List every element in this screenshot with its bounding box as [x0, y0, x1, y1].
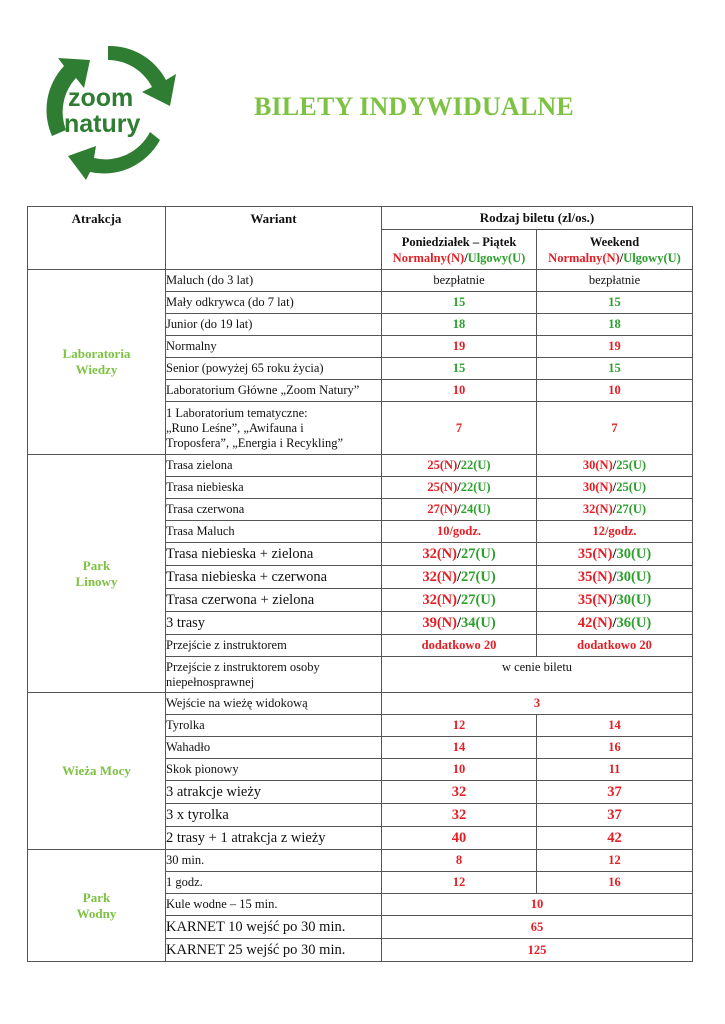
price-normal: 35(N) — [577, 591, 613, 608]
price-normal: 25(N) — [427, 480, 458, 494]
slash: / — [612, 545, 617, 562]
price-weekday: 18 — [382, 314, 537, 336]
price-weekend — [537, 455, 693, 477]
slash: / — [464, 250, 468, 265]
price-weekend — [537, 477, 693, 499]
variant: Maluch (do 3 lat) — [166, 270, 382, 292]
slash: / — [456, 591, 462, 608]
price-normal: 30(N) — [582, 458, 613, 472]
price-weekday — [382, 566, 537, 589]
attraction-name: Linowy — [75, 573, 118, 589]
price-reduced: 36(U) — [616, 614, 652, 631]
price-weekend — [537, 566, 693, 589]
weekend-label: Weekend — [589, 234, 640, 249]
variant: 3 atrakcje wieży — [166, 781, 382, 804]
price-both: 3 — [382, 693, 693, 715]
price-normal: 39(N) — [422, 614, 457, 631]
price-both: 10 — [382, 894, 693, 916]
price-reduced: 24(U) — [460, 502, 491, 516]
price-weekday: 15 — [382, 292, 537, 314]
attraction-wieza-mocy: Wieża Mocy — [28, 693, 166, 850]
price-weekday — [382, 477, 537, 499]
price-reduced: 25(U) — [616, 458, 647, 472]
slash: / — [456, 614, 462, 631]
variant: Trasa czerwona — [166, 499, 382, 521]
price-weekday: 10 — [382, 380, 537, 402]
price-weekday — [382, 612, 537, 635]
zoom-natury-logo — [38, 40, 178, 180]
price-weekday: 10/godz. — [382, 521, 537, 543]
attraction-name: Laboratoria — [62, 346, 131, 361]
price-normal: 32(N) — [422, 591, 457, 608]
price-weekend: 15 — [537, 358, 693, 380]
page-title: BILETY INDYWIDUALNE — [254, 92, 574, 121]
variant: 3 x tyrolka — [166, 804, 382, 827]
variant: KARNET 25 wejść po 30 min. — [166, 939, 382, 962]
price-weekend — [537, 589, 693, 612]
price-both: 65 — [382, 916, 693, 939]
variant: Kule wodne – 15 min. — [166, 894, 382, 916]
variant-line: 1 Laboratorium tematyczne: — [166, 405, 308, 420]
variant: Mały odkrywca (do 7 lat) — [166, 292, 382, 314]
price-normal: 35(N) — [577, 568, 613, 585]
slash: / — [619, 250, 624, 265]
variant: Junior (do 19 lat) — [166, 314, 382, 336]
weekday-label: Poniedziałek – Piątek — [401, 234, 517, 249]
price-normal: 32(N) — [582, 502, 613, 516]
price-normal: 25(N) — [427, 458, 458, 472]
header-weekday — [382, 230, 537, 270]
variant: Trasa niebieska — [166, 477, 382, 499]
price-weekday: 40 — [382, 827, 537, 850]
price-reduced: 27(U) — [461, 545, 496, 562]
price-weekend: 12 — [537, 850, 693, 872]
variant: Trasa niebieska + czerwona — [166, 566, 382, 589]
price-weekday — [382, 543, 537, 566]
price-weekend — [537, 612, 693, 635]
slash: / — [456, 545, 462, 562]
price-both: 125 — [382, 939, 693, 962]
variant-line: „Runo Leśne”, „Awifauna i — [166, 420, 304, 435]
variant: Trasa czerwona + zielona — [166, 589, 382, 612]
attraction-park-wodny — [28, 850, 166, 962]
attraction-name: Wiedzy — [75, 362, 118, 377]
slash: / — [612, 458, 617, 472]
attraction-name: Wodny — [76, 905, 117, 921]
price-weekend: bezpłatnie — [537, 270, 693, 292]
attraction-name: Park — [82, 557, 111, 573]
price-weekend: 19 — [537, 336, 693, 358]
price-weekday — [382, 455, 537, 477]
attraction-park-linowy — [28, 455, 166, 693]
price-reduced: 30(U) — [616, 568, 652, 585]
price-reduced: 34(U) — [461, 614, 496, 631]
variant: Senior (powyżej 65 roku życia) — [166, 358, 382, 380]
price-weekday: 32 — [382, 804, 537, 827]
slash: / — [457, 458, 461, 472]
price-reduced: 27(U) — [461, 568, 496, 585]
price-weekend — [537, 543, 693, 566]
price-weekday: 15 — [382, 358, 537, 380]
header-attraction: Atrakcja — [28, 207, 166, 270]
price-weekend: 15 — [537, 292, 693, 314]
header-ticket-type: Rodzaj biletu (zl/os.) — [382, 207, 693, 230]
price-reduced: 25(U) — [616, 480, 647, 494]
variant: Tyrolka — [166, 715, 382, 737]
variant: Skok pionowy — [166, 759, 382, 781]
price-weekend: 37 — [537, 804, 693, 827]
price-both: w cenie biletu — [382, 657, 693, 693]
price-weekday: 12 — [382, 715, 537, 737]
price-normal: 42(N) — [577, 614, 613, 631]
normal-label: Normalny(N) — [392, 250, 465, 265]
price-weekday: 32 — [382, 781, 537, 804]
header-weekend — [537, 230, 693, 270]
price-reduced: 27(U) — [616, 502, 647, 516]
price-weekday: 14 — [382, 737, 537, 759]
slash: / — [457, 502, 461, 516]
price-weekend: 37 — [537, 781, 693, 804]
variant: 1 godz. — [166, 872, 382, 894]
variant: Laboratorium Główne „Zoom Natury” — [166, 380, 382, 402]
slash: / — [612, 502, 617, 516]
price-weekend: 16 — [537, 737, 693, 759]
price-weekend: 11 — [537, 759, 693, 781]
price-weekday: 10 — [382, 759, 537, 781]
price-weekend: 12/godz. — [537, 521, 693, 543]
price-weekday — [382, 589, 537, 612]
price-weekday: 8 — [382, 850, 537, 872]
variant — [166, 657, 382, 693]
logo-text-line2: natury — [64, 110, 141, 138]
variant-line: Przejście z instruktorem osoby — [166, 659, 320, 674]
ticket-price-table — [27, 206, 693, 962]
logo-text-line1: zoom — [68, 84, 134, 112]
attraction-laboratoria-wiedzy — [28, 270, 166, 455]
slash: / — [456, 568, 462, 585]
price-normal: 35(N) — [577, 545, 613, 562]
header-variant: Wariant — [166, 207, 382, 270]
normal-label: Normalny(N) — [548, 250, 620, 265]
price-normal: 30(N) — [582, 480, 613, 494]
price-weekday: 7 — [382, 402, 537, 455]
price-weekend: 16 — [537, 872, 693, 894]
price-reduced: 27(U) — [461, 591, 496, 608]
variant: Wahadło — [166, 737, 382, 759]
recycle-arrows-icon — [38, 40, 178, 180]
price-weekend: 42 — [537, 827, 693, 850]
reduced-label: Ulgowy(U) — [467, 250, 526, 265]
price-normal: 32(N) — [422, 568, 457, 585]
variant: 3 trasy — [166, 612, 382, 635]
price-weekend: 18 — [537, 314, 693, 336]
variant: Wejście na wieżę widokową — [166, 693, 382, 715]
slash: / — [612, 591, 617, 608]
price-reduced: 22(U) — [460, 480, 491, 494]
attraction-name: Park — [82, 889, 111, 905]
price-weekend: 14 — [537, 715, 693, 737]
price-weekday: 19 — [382, 336, 537, 358]
variant: Trasa Maluch — [166, 521, 382, 543]
variant: Normalny — [166, 336, 382, 358]
variant: Trasa niebieska + zielona — [166, 543, 382, 566]
price-weekday: 12 — [382, 872, 537, 894]
variant: 30 min. — [166, 850, 382, 872]
price-weekend: 7 — [537, 402, 693, 455]
variant: KARNET 10 wejść po 30 min. — [166, 916, 382, 939]
slash: / — [612, 614, 617, 631]
price-normal: 32(N) — [422, 545, 457, 562]
price-weekday: dodatkowo 20 — [382, 635, 537, 657]
variant-line: niepełnosprawnej — [166, 674, 255, 689]
variant — [166, 402, 382, 455]
price-weekend — [537, 499, 693, 521]
slash: / — [457, 480, 461, 494]
price-reduced: 30(U) — [616, 545, 652, 562]
price-weekend: 10 — [537, 380, 693, 402]
variant: Przejście z instruktorem — [166, 635, 382, 657]
price-normal: 27(N) — [427, 502, 458, 516]
slash: / — [612, 480, 617, 494]
variant-line: Troposfera”, „Energia i Recykling” — [166, 435, 344, 450]
slash: / — [612, 568, 617, 585]
price-reduced: 30(U) — [616, 591, 652, 608]
price-weekday — [382, 499, 537, 521]
price-weekday: bezpłatnie — [382, 270, 537, 292]
price-reduced: 22(U) — [460, 458, 491, 472]
reduced-label: Ulgowy(U) — [623, 250, 681, 265]
variant: Trasa zielona — [166, 455, 382, 477]
price-weekend: dodatkowo 20 — [537, 635, 693, 657]
variant: 2 trasy + 1 atrakcja z wieży — [166, 827, 382, 850]
